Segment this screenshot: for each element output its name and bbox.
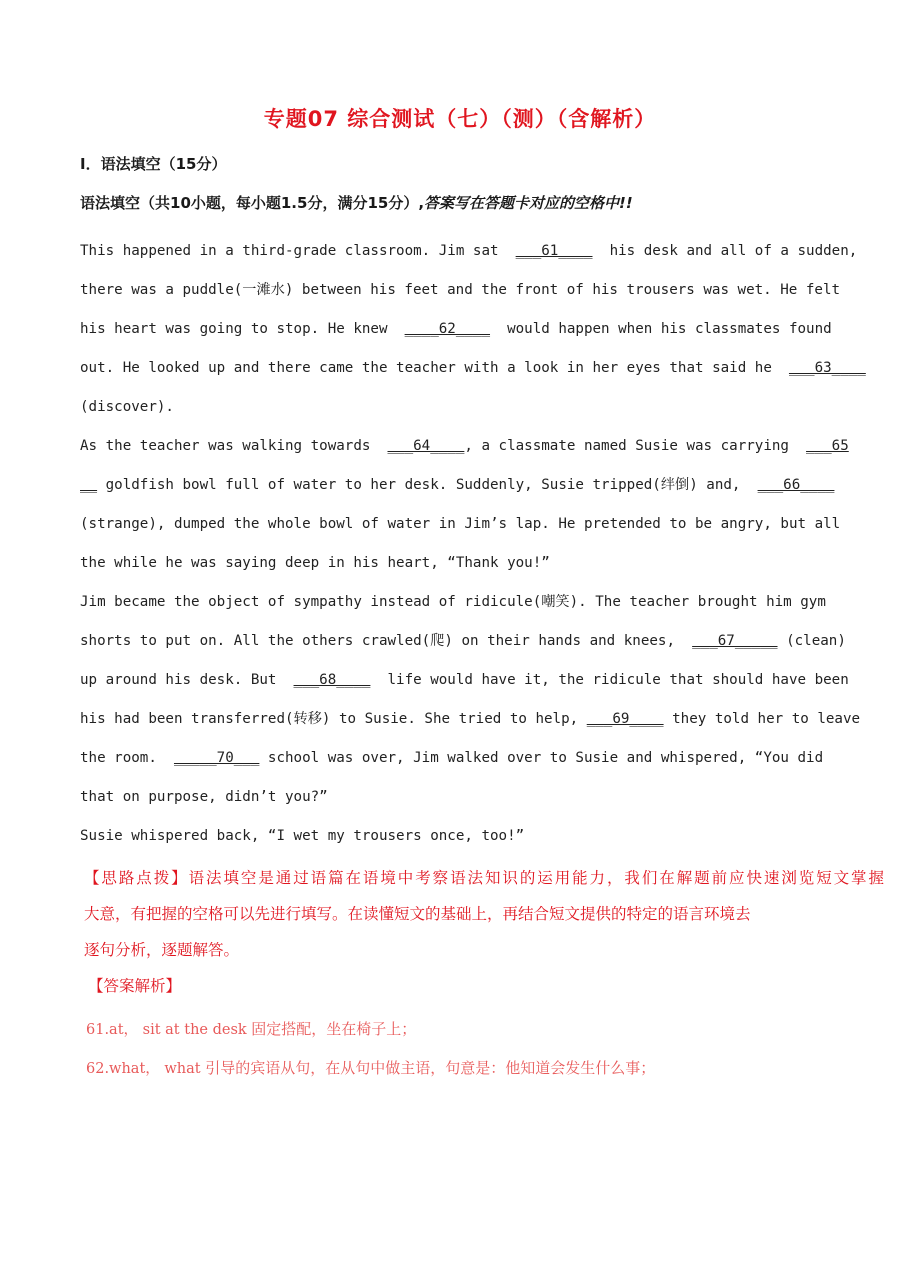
instruction: [80, 192, 633, 213]
passage-line: [80, 275, 880, 314]
answer-62: [86, 1057, 655, 1078]
passage-text: Jim became the object of sympathy instead of ridicule(嘲笑). The teacher brought him gym: [80, 594, 826, 610]
passage-text: they told her to leave: [663, 711, 861, 727]
passage-text: (clean): [777, 633, 846, 649]
passage-text: his heart was going to stop. He knew: [80, 321, 405, 337]
answer-61-en: 61.at， sit at the desk: [86, 1022, 252, 1038]
hint-line-3: 逐句分析，逐题解答。: [84, 941, 240, 959]
answer-62-en: 62.what， what: [86, 1061, 206, 1077]
passage-text: (discover).: [80, 399, 174, 415]
blank: ___64____: [387, 438, 465, 454]
passage-line: [80, 704, 880, 743]
instruction-text: 语法填空（共10小题，每小题1.5分，满分15分）,: [80, 194, 425, 212]
page-title: 专题07 综合测试（七）（测）（含解析）: [263, 107, 657, 131]
passage-line: [80, 236, 880, 275]
blank: ___61____: [515, 243, 593, 259]
hint-line-2: 大意，有把握的空格可以先进行填写。在读懂短文的基础上，再结合短文提供的特定的语言环境去: [84, 905, 751, 923]
blank: ___66____: [757, 477, 835, 493]
blank: ___65: [806, 438, 849, 454]
passage-line: [80, 470, 880, 509]
passage-text: that on purpose, didn’t you?”: [80, 789, 328, 805]
passage-text: , a classmate named Susie was carrying: [464, 438, 807, 454]
passage-line: [80, 587, 880, 626]
passage-text: the room.: [80, 750, 174, 766]
blank: ____62____: [404, 321, 491, 337]
passage-text: (strange), dumped the whole bowl of water in Jim’s lap. He pretended to be angry, but all: [80, 516, 841, 532]
passage-text: out. He looked up and there came the teacher with a look in her eyes that said he: [80, 360, 789, 376]
passage-line: [80, 821, 880, 860]
passage-line: [80, 392, 880, 431]
passage-line: [80, 314, 880, 353]
blank: ___69____: [586, 711, 664, 727]
answer-61-zh: 固定搭配，坐在椅子上；: [251, 1020, 417, 1038]
passage: [80, 236, 880, 860]
blank: ___63____: [788, 360, 866, 376]
passage-text: Susie whispered back, “I wet my trousers once, too!”: [80, 828, 525, 844]
answer-heading: 【答案解析】: [88, 977, 182, 995]
instruction-emphasis: 答案写在答题卡对应的空格中!!: [424, 194, 633, 212]
passage-text: would happen when his classmates found: [490, 321, 832, 337]
passage-text: up around his desk. But: [80, 672, 294, 688]
passage-line: [80, 743, 880, 782]
blank: _____70___: [173, 750, 260, 766]
passage-line: [80, 665, 880, 704]
passage-text: his desk and all of a sudden,: [592, 243, 858, 259]
hint-block: [84, 860, 884, 968]
passage-line: [80, 431, 880, 470]
blank: ___68____: [293, 672, 371, 688]
section-heading: I．语法填空（15分）: [80, 155, 227, 173]
passage-line: [80, 548, 880, 587]
hint-line-1: 【思路点拨】语法填空是通过语篇在语境中考察语法知识的运用能力，我们在解题前应快速浏览短文掌握: [84, 869, 884, 887]
answer-61: [86, 1018, 416, 1039]
passage-line: [80, 782, 880, 821]
passage-text: goldfish bowl full of water to her desk. Suddenly, Susie tripped(绊倒) and,: [97, 477, 758, 493]
passage-text: his had been transferred(转移) to Susie. She tried to help,: [80, 711, 587, 727]
passage-line: [80, 509, 880, 548]
passage-text: the while he was saying deep in his heart, “Thank you!”: [80, 555, 550, 571]
passage-text: This happened in a third-grade classroom. Jim sat: [80, 243, 516, 259]
passage-text: As the teacher was walking towards: [80, 438, 388, 454]
passage-text: there was a puddle(一滩水) between his feet and the front of his trousers was wet. He felt: [80, 282, 841, 298]
answer-62-zh: 引导的宾语从句，在从句中做主语，句意是：他知道会发生什么事；: [205, 1059, 656, 1077]
passage-line: [80, 626, 880, 665]
passage-text: life would have it, the ridicule that should have been: [370, 672, 849, 688]
passage-text: school was over, Jim walked over to Susie and whispered, “You did: [259, 750, 824, 766]
blank: ___67_____: [692, 633, 778, 649]
blank: __: [80, 477, 98, 493]
passage-text: shorts to put on. All the others crawled(爬) on their hands and knees,: [80, 633, 693, 649]
passage-line: [80, 353, 880, 392]
